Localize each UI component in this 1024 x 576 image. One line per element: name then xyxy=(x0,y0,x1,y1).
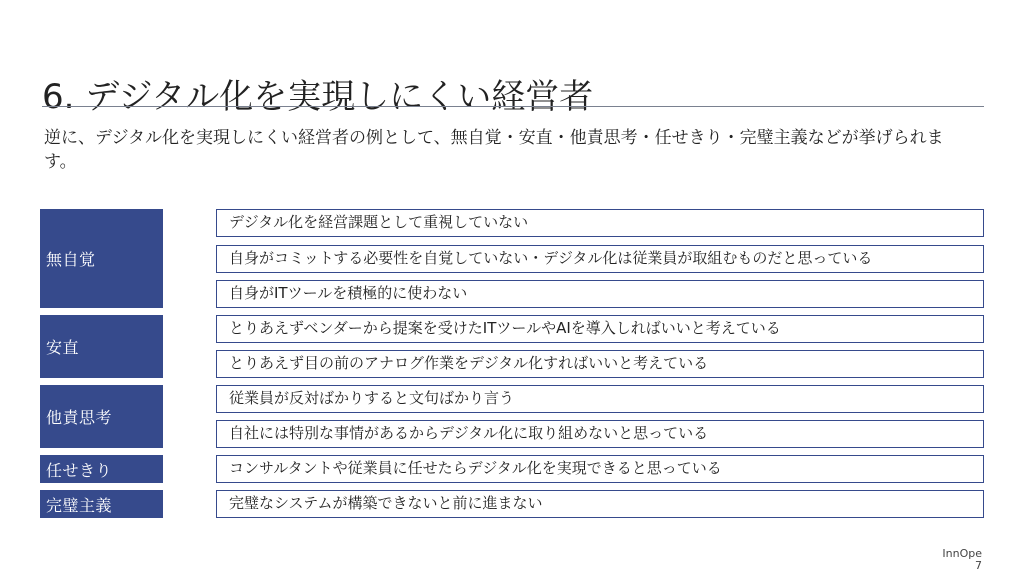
page-number: 7 xyxy=(975,559,982,572)
category-mujikaku: 無自覚 xyxy=(40,209,163,308)
list-item: 自身がコミットする必要性を自覚していない・デジタル化は従業員が取組むものだと思っている xyxy=(216,245,984,273)
list-item: とりあえず目の前のアナログ作業をデジタル化すればいいと考えている xyxy=(216,350,984,378)
list-item: デジタル化を経営課題として重視していない xyxy=(216,209,984,237)
category-kanpeki-shugi: 完璧主義 xyxy=(40,490,163,518)
footer-brand: InnOpe xyxy=(942,547,982,560)
list-item: 完璧なシステムが構築できないと前に進まない xyxy=(216,490,984,518)
category-taseki-shikou: 他責思考 xyxy=(40,385,163,448)
list-item: とりあえずベンダーから提案を受けたITツールやAIを導入しればいいと考えている xyxy=(216,315,984,343)
title-divider xyxy=(42,106,984,107)
list-item: 自身がITツールを積極的に使わない xyxy=(216,280,984,308)
list-item: コンサルタントや従業員に任せたらデジタル化を実現できると思っている xyxy=(216,455,984,483)
list-item: 自社には特別な事情があるからデジタル化に取り組めないと思っている xyxy=(216,420,984,448)
category-anchoku: 安直 xyxy=(40,315,163,378)
category-makasekiri: 任せきり xyxy=(40,455,163,483)
page-title: 6. デジタル化を実現しにくい経営者 xyxy=(42,76,594,117)
list-item: 従業員が反対ばかりすると文句ばかり言う xyxy=(216,385,984,413)
intro-text: 逆に、デジタル化を実現しにくい経営者の例として、無自覚・安直・他責思考・任せきり・完璧主義などが挙げられます。 xyxy=(44,128,944,172)
